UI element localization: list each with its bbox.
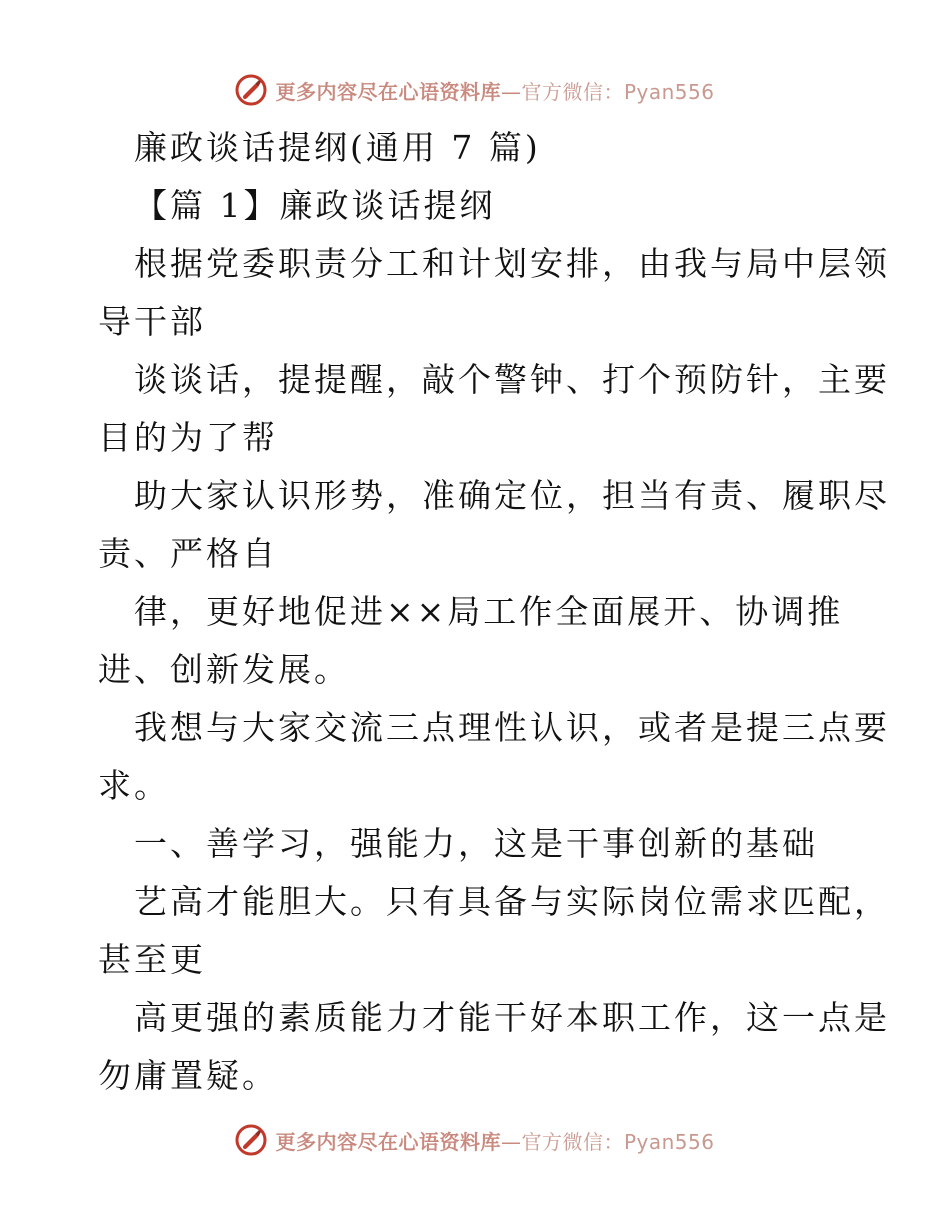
- paragraph-line: 甚至更: [98, 940, 206, 979]
- header-watermark: [0, 70, 950, 110]
- paragraph-line: 导干部: [98, 302, 206, 341]
- document-title: 廉政谈话提纲(通用 7 篇): [134, 128, 541, 167]
- watermark-contact: 官方微信：Pyan556: [521, 1129, 715, 1154]
- paragraph-line: 谈谈话，提提醒，敲个警钟、打个预防针，主要: [134, 360, 890, 399]
- paragraph-line: 根据党委职责分工和计划安排，由我与局中层领: [134, 244, 890, 283]
- watermark-text: [275, 1126, 714, 1155]
- paragraph-line: 高更强的素质能力才能干好本职工作，这一点是: [134, 998, 890, 1037]
- paragraph-line: 我想与大家交流三点理性认识，或者是提三点要: [134, 708, 890, 747]
- paragraph-line: 勿庸置疑。: [98, 1056, 278, 1095]
- paragraph-line: 进、创新发展。: [98, 650, 350, 689]
- watermark-site: 更多内容尽在心语资料库: [275, 79, 501, 104]
- footer-watermark: [0, 1120, 950, 1160]
- paragraph-line: 艺高才能胆大。只有具备与实际岗位需求匹配，: [134, 882, 890, 921]
- watermark-contact: 官方微信：Pyan556: [521, 79, 715, 104]
- logo-icon: [235, 1124, 267, 1156]
- watermark-dash: —: [500, 1129, 522, 1154]
- watermark-dash: —: [500, 79, 522, 104]
- paragraph-line: 责、严格自: [98, 534, 278, 573]
- logo-icon: [235, 74, 267, 106]
- section-heading: 【篇 1】廉政谈话提纲: [134, 186, 496, 225]
- subsection-heading: 一、善学习，强能力，这是干事创新的基础: [134, 824, 818, 863]
- paragraph-line: 目的为了帮: [98, 418, 278, 457]
- watermark-text: [275, 76, 714, 105]
- paragraph-line: 求。: [98, 766, 170, 805]
- paragraph-line: 律，更好地促进××局工作全面展开、协调推: [134, 592, 844, 631]
- paragraph-line: 助大家认识形势，准确定位，担当有责、履职尽: [134, 476, 890, 515]
- watermark-site: 更多内容尽在心语资料库: [275, 1129, 501, 1154]
